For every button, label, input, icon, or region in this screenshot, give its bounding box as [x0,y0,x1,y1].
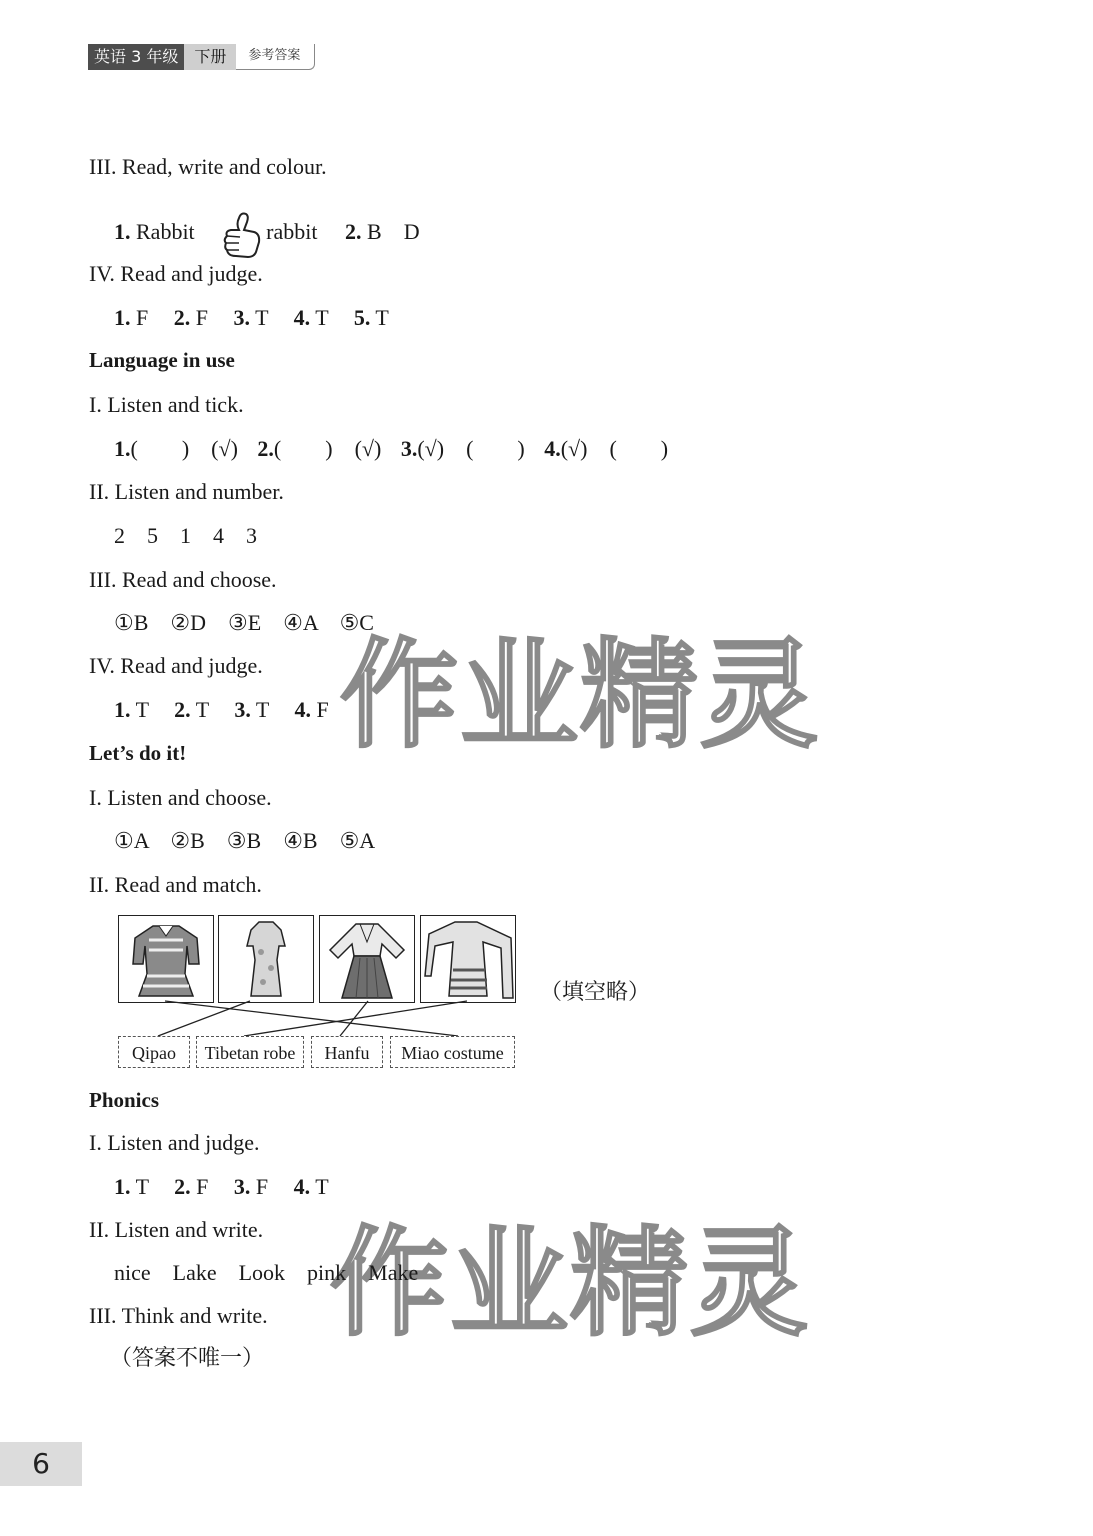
answer-line: （答案不唯一） [110,1345,265,1370]
answer-line: 1.( ) (√) 2.( ) (√) 3.(√) ( ) 4.(√) ( ) [114,436,669,461]
section-title: IV. Read and judge. [89,261,263,286]
match-line-hanfu [340,1001,368,1036]
match-label: Tibetan robe [196,1036,304,1068]
section-title: III. Think and write. [89,1303,268,1328]
section-title: II. Listen and number. [89,479,284,504]
answer-line: ①B ②D ③E ④A ⑤C [114,610,374,635]
match-line-miao [165,1001,458,1036]
section-heading: Phonics [89,1088,160,1112]
page-number: 6 [0,1442,82,1486]
header-volume: 下册 [184,44,236,70]
header-subject: 英语 3 年级 [88,44,184,70]
match-line-tibetan [244,1001,467,1036]
section-title: I. Listen and judge. [89,1130,260,1155]
answer-line: ①A ②B ③B ④B ⑤A [114,828,376,853]
section-title: I. Listen and tick. [89,392,244,417]
answer-line: nice Lake Look pink Make [114,1260,419,1285]
watermark-top: 作业精灵 [340,626,821,764]
answer-line: 1. F 2. F 3. T 4. T 5. T [114,305,389,330]
section-title: III. Read, write and colour. [89,154,327,179]
section-title: IV. Read and judge. [89,653,263,678]
match-label: Qipao [118,1036,190,1068]
section-title: II. Listen and write. [89,1217,264,1242]
watermark-bottom: 作业精灵 [330,1214,811,1352]
header-label: 参考答案 [236,44,315,70]
section-heading: Language in use [89,348,235,372]
fill-note: （填空略） [540,979,651,1004]
match-label: Hanfu [311,1036,383,1068]
answer-line: 1. T 2. T 3. T 4. F [114,697,329,722]
answer-line: 1. Rabbit rabbit 2. B D [114,210,420,258]
answer-line: 1. T 2. F 3. F 4. T [114,1174,329,1199]
answer-line: 2 5 1 4 3 [114,523,258,548]
section-heading: Let’s do it! [89,741,187,765]
section-title: III. Read and choose. [89,567,277,592]
section-title: I. Listen and choose. [89,785,272,810]
match-label: Miao costume [390,1036,515,1068]
section-title: II. Read and match. [89,872,262,897]
